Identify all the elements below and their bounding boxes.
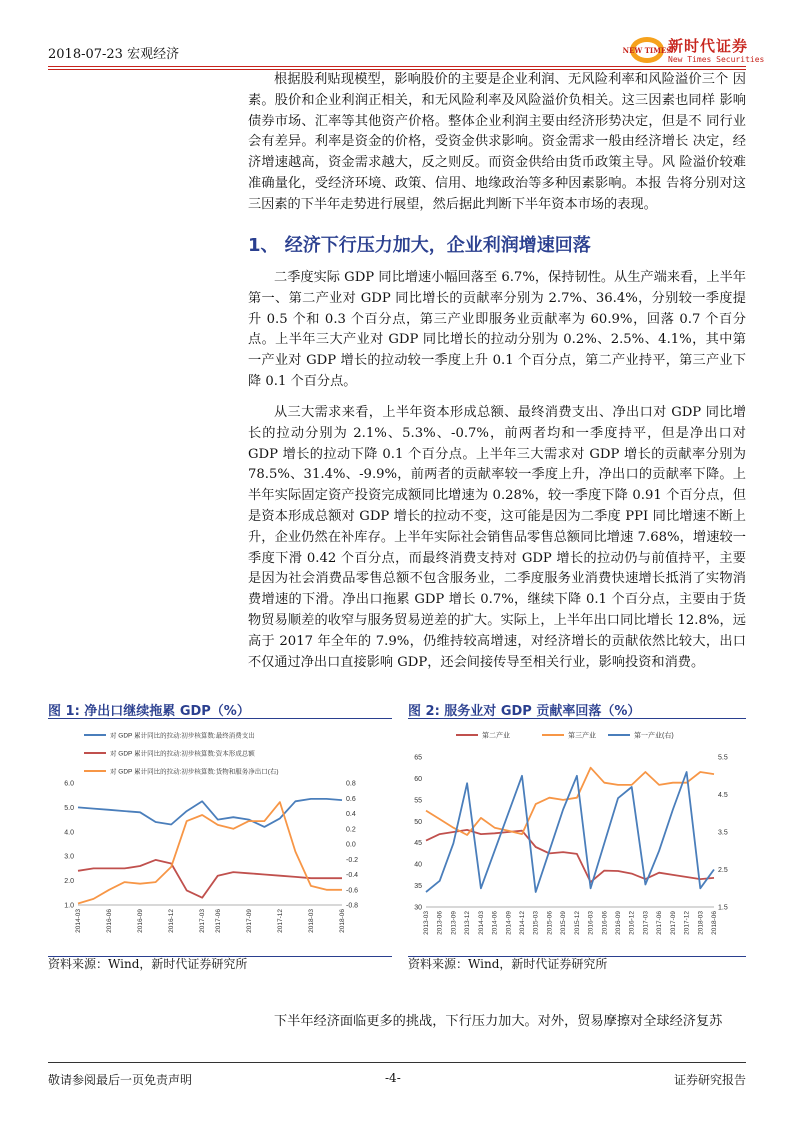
paragraph-3: 下半年经济面临更多的挑战，下行压力加大。对外，贸易摩擦对全球经济复苏 xyxy=(274,1014,723,1029)
x-tick-label-3: 2016-12 xyxy=(168,909,176,933)
x-tick-label-1: 2016-06 xyxy=(106,909,114,933)
intro-paragraph-block xyxy=(248,70,746,216)
section-title: 1、 经济下行压力加大，企业利润增速回落 xyxy=(248,235,591,256)
x-tick-label-8: 2015-03 xyxy=(532,911,540,935)
paragraph-2-block xyxy=(248,403,746,673)
right-tick-label-3: -0.2 xyxy=(346,856,359,864)
page-number: -4- xyxy=(385,1071,401,1085)
paragraph-1-block xyxy=(248,268,746,393)
right-tick-label-2: -0.4 xyxy=(346,872,359,879)
figure-2-source: 资料来源：Wind，新时代证券研究所 xyxy=(408,957,608,971)
x-tick-label-2: 2016-09 xyxy=(137,909,145,933)
logo-mark-text: NEW TIMES xyxy=(622,46,672,55)
x-tick-label-7: 2014-12 xyxy=(519,911,526,935)
footer-rule xyxy=(48,1062,746,1063)
x-tick-label-1: 2013-06 xyxy=(436,911,444,935)
x-tick-label-4: 2014-03 xyxy=(477,911,485,935)
x-tick-label-9: 2018-06 xyxy=(339,909,346,933)
right-tick-label-8: 0.8 xyxy=(346,780,356,788)
left-tick-label-5: 55 xyxy=(414,797,422,805)
footer-disclaimer: 敬请参阅最后一页免责声明 xyxy=(48,1073,193,1087)
x-tick-label-10: 2015-09 xyxy=(560,911,568,935)
x-tick-label-18: 2017-09 xyxy=(669,911,677,935)
left-tick-label-2: 40 xyxy=(414,861,422,869)
right-tick-label-7: 0.6 xyxy=(346,795,356,803)
x-tick-label-6: 2014-09 xyxy=(505,911,513,935)
x-tick-label-0: 2013-03 xyxy=(423,911,430,935)
right-tick-label-4: 0.0 xyxy=(346,841,356,849)
footer-report-type: 证券研究报告 xyxy=(674,1073,747,1087)
x-tick-label-14: 2016-09 xyxy=(615,911,622,935)
x-tick-label-7: 2017-12 xyxy=(276,909,284,933)
legend-label-2: 第一产业(右) xyxy=(634,732,674,740)
x-tick-label-4: 2017-03 xyxy=(199,909,207,933)
left-tick-label-0: 1.0 xyxy=(64,902,74,910)
legend-label-2: 对 GDP 累计同比的拉动:初步核算数:货物和服务净出口(右) xyxy=(110,768,279,776)
header-rule xyxy=(48,66,746,67)
x-tick-label-3: 2013-12 xyxy=(464,911,472,935)
right-tick-label-5: 0.2 xyxy=(346,826,356,834)
figure-2-title: 图 2: 服务业对 GDP 贡献率回落（%） xyxy=(408,704,641,719)
x-tick-label-8: 2018-03 xyxy=(307,909,315,933)
x-tick-label-6: 2017-09 xyxy=(245,909,253,933)
series-line-0 xyxy=(78,799,342,827)
right-tick-label-3: 4.5 xyxy=(718,792,728,799)
series-line-2 xyxy=(78,802,342,903)
intro-paragraph: 根据股利贴现模型，影响股价的主要是企业利润、无风险利率和风险溢价三个 因素。股价和企业利润正相关，和无风险利率及风险溢价负相关。这三因素也同样 影响债券市场、汇率等其他资产价格。整体企业利润主要由经济形势决定，但是不 同行业会有差异。利率是资金的价格，受资金供求影响。资金需求一般由经济增长 决定，经济增速越高，资金需求越大，反之则反。而资金供给由货币政策主导。风 险溢价较难准确量化，受经济环境、政策、信用、地缘政治等多种因素影响。本报 告将分别对这三因素的下半年走势进行展望，然后据此判断下半年资本市场的表现。 xyxy=(248,72,746,212)
figure-2-rule xyxy=(408,718,746,719)
right-tick-label-1: -0.6 xyxy=(346,887,359,895)
brand-name-en: New Times Securities xyxy=(668,55,765,64)
series-line-0 xyxy=(426,830,714,882)
left-tick-label-6: 60 xyxy=(414,775,422,783)
right-tick-label-0: 1.5 xyxy=(718,904,728,912)
left-tick-label-2: 3.0 xyxy=(64,853,74,861)
left-tick-label-3: 45 xyxy=(414,840,422,848)
legend-label-1: 对 GDP 累计同比的拉动:初步核算数:资本形成总额 xyxy=(110,750,255,758)
paragraph-2: 从三大需求来看，上半年资本形成总额、最终消费支出、净出口对 GDP 同比增长的拉动分别为 2.1%、5.3%、-0.7%，前两者均和一季度持平，但是净出口对 GDP 增长的拉动下降 0.1 个百分点。上半年三大需求对 GDP 增长的贡献率分别为 78.5%、31.4%、-9.9%，前两者的贡献率较一季度上升，净出口的贡献率下降。上半年实际固定资产投资完成额同比增速为 0.28%，较一季度下降 0.91 个百分点，但是资本形成总额对 GDP 增长的拉动不变，这可能是因为二季度 PPI 同比增速不断上升，企业仍然在补库存。上半年实际社会销售品零售总额同比增速 7.68%，增速较一季度下滑 0.42 个百分点，而最终消费支持对 GDP 增长的拉动仍与前值持平，主要是因为社会消费品零售总额不包含服务业，二季度服务业消费快速增长抵消了实物消费增速的下滑。净出口拖累 GDP 增长 0.7%，继续下降 0.1 个百分点，主要由于货物贸易顺差的收窄与服务贸易逆差的扩大。实际上，上半年出口同比增长 12.8%，远高于 2017 年全年的 7.9%，仍维持较高增速，对经济增长的贡献依然比较大，出口不仅通过净出口直接影响 GDP，还会间接传导至相关行业，影响投资和消费。 xyxy=(248,405,746,670)
paragraph-1: 二季度实际 GDP 同比增速小幅回落至 6.7%，保持韧性。从生产端来看，上半年第一、第二产业对 GDP 同比增长的贡献率分别为 2.7%、36.4%，分别较一季度提升 0.5 个和 0.3 个百分点，第三产业即服务业贡献率为 60.9%，回落 0.7 个百分点。上半年三大产业对 GDP 同比增长的拉动分别为 0.2%、2.5%、4.1%，其中第一产业对 GDP 增长的拉动较一季度上升 0.1 个百分点，第二产业持平，第三产业下降 0.1 个百分点。 xyxy=(248,270,746,389)
x-tick-label-9: 2015-06 xyxy=(546,911,554,935)
figure-1-chart xyxy=(48,725,392,953)
right-tick-label-4: 5.5 xyxy=(718,754,728,762)
x-tick-label-13: 2016-06 xyxy=(601,911,609,935)
legend-label-1: 第三产业 xyxy=(568,732,596,740)
left-tick-label-0: 30 xyxy=(414,904,422,912)
x-tick-label-5: 2014-06 xyxy=(491,911,499,935)
left-tick-label-3: 4.0 xyxy=(64,829,74,837)
x-tick-label-11: 2015-12 xyxy=(573,911,581,935)
figure-1-source: 资料来源：Wind，新时代证券研究所 xyxy=(48,957,248,971)
x-tick-label-16: 2017-03 xyxy=(642,911,650,935)
left-tick-label-4: 5.0 xyxy=(64,804,74,812)
left-tick-label-1: 2.0 xyxy=(64,878,74,886)
right-tick-label-0: -0.8 xyxy=(346,902,359,910)
left-tick-label-1: 35 xyxy=(414,883,422,891)
figure-1-rule xyxy=(48,718,392,719)
header-date-section: 2018-07-23 宏观经济 xyxy=(48,47,180,62)
right-tick-label-6: 0.4 xyxy=(346,811,356,818)
right-tick-label-2: 3.5 xyxy=(718,829,728,837)
x-tick-label-19: 2017-12 xyxy=(683,911,691,935)
legend-label-0: 第二产业 xyxy=(482,732,510,740)
paragraph-3-block xyxy=(248,1012,746,1033)
x-tick-label-17: 2017-06 xyxy=(656,911,664,935)
figure-2-chart xyxy=(408,725,746,953)
x-tick-label-2: 2013-09 xyxy=(450,911,458,935)
x-tick-label-20: 2018-03 xyxy=(697,911,705,935)
left-tick-label-5: 6.0 xyxy=(64,780,74,788)
brand-logo xyxy=(622,34,765,68)
x-tick-label-5: 2017-06 xyxy=(214,909,222,933)
x-tick-label-12: 2016-03 xyxy=(587,911,595,935)
left-tick-label-7: 65 xyxy=(414,754,422,762)
figure-1-title: 图 1: 净出口继续拖累 GDP（%） xyxy=(48,704,250,719)
legend-label-0: 对 GDP 累计同比的拉动:初步核算数:最终消费支出 xyxy=(110,732,255,740)
right-tick-label-1: 2.5 xyxy=(718,867,728,874)
brand-name-cn: 新时代证券 xyxy=(668,37,749,55)
x-tick-label-15: 2016-12 xyxy=(628,911,636,935)
left-tick-label-4: 50 xyxy=(414,818,422,826)
x-tick-label-0: 2014-03 xyxy=(75,909,82,933)
x-tick-label-21: 2018-06 xyxy=(711,911,718,935)
new-times-logo-icon xyxy=(622,34,672,66)
